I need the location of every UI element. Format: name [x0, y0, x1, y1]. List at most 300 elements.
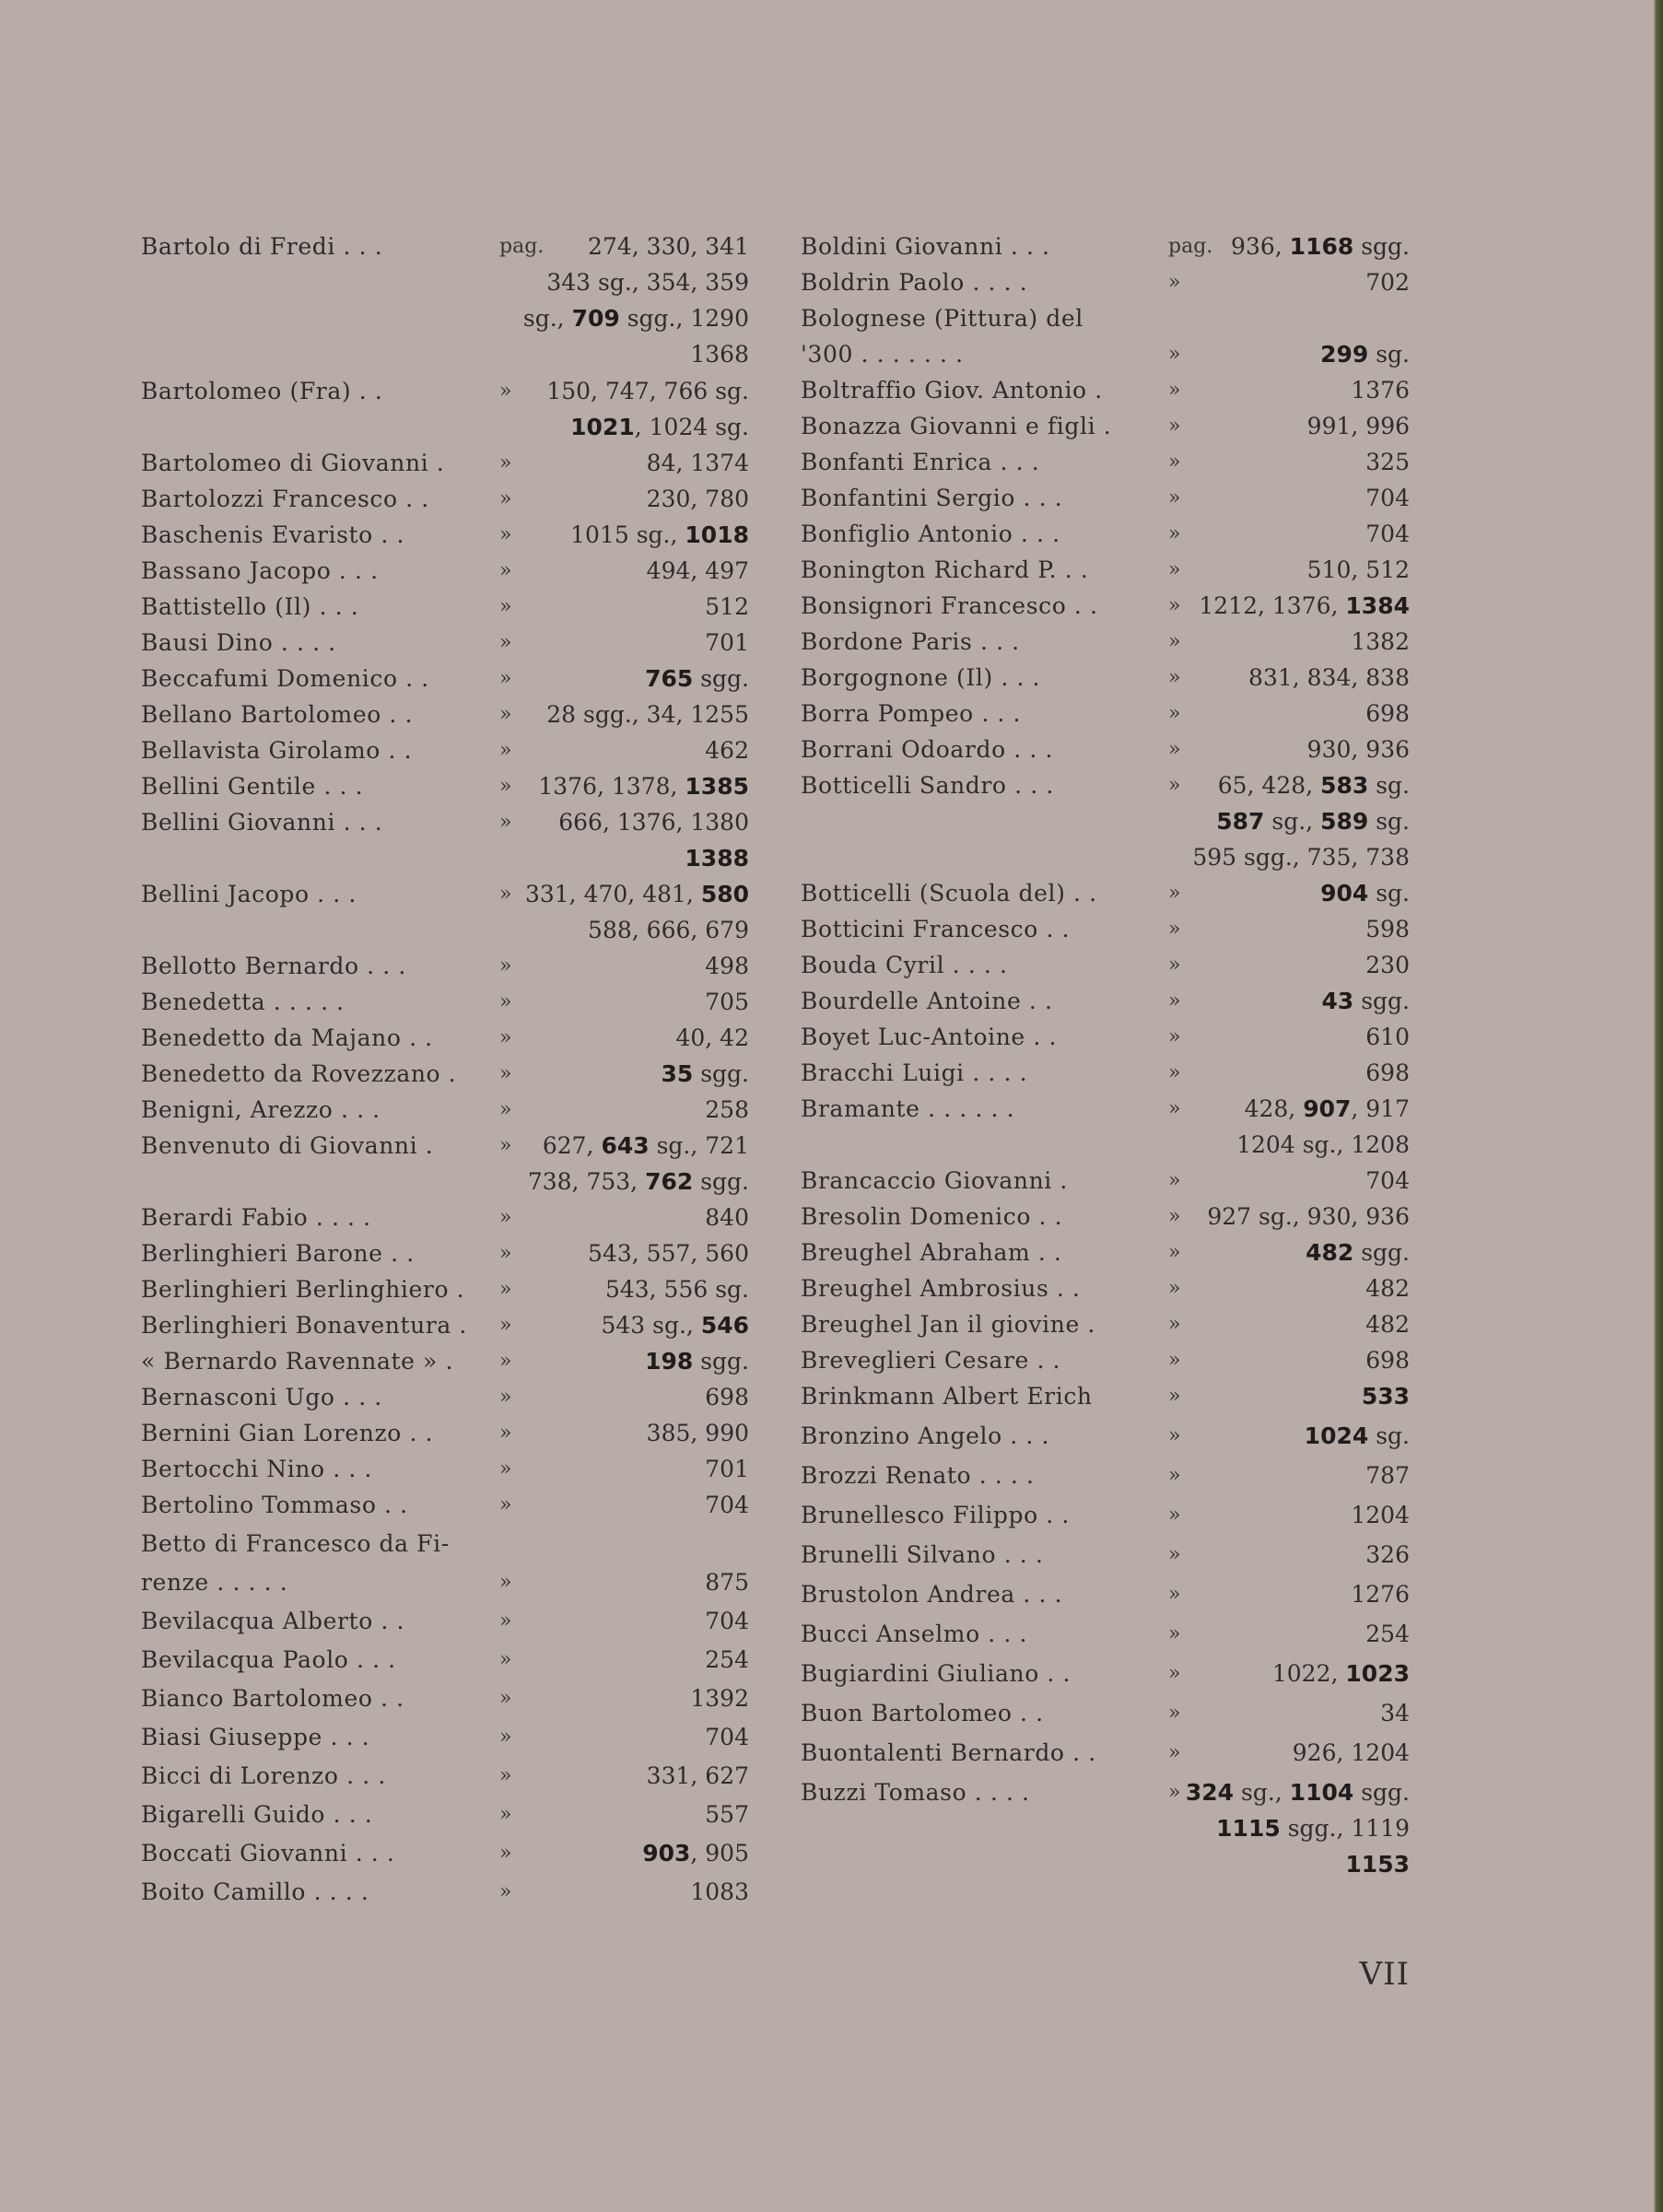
entry-reference-mark: »	[1168, 1781, 1181, 1804]
index-entry	[141, 1235, 749, 1272]
entry-name: Bartolozzi Francesco . .	[141, 486, 429, 512]
page-line	[1362, 1378, 1410, 1414]
page-line	[705, 589, 749, 625]
page-line	[1351, 624, 1410, 660]
entry-name: Breughel Abraham . .	[801, 1239, 1062, 1266]
page-line	[1186, 1846, 1410, 1882]
entry-reference-mark: »	[499, 739, 512, 762]
entry-page-numbers	[645, 661, 749, 696]
page-reference: 738, 753,	[527, 1168, 646, 1195]
index-entry	[141, 876, 749, 943]
main-page-reference: 904	[1320, 880, 1369, 907]
entry-name: Bausi Dino . . . .	[141, 629, 336, 656]
entry-reference-mark: »	[1168, 666, 1181, 689]
page-reference: sg.,	[1234, 1779, 1290, 1806]
page-line	[601, 1307, 749, 1343]
entry-name: Bicci di Lorenzo . . .	[141, 1762, 386, 1789]
page-reference: sgg.	[693, 1348, 749, 1375]
index-entry	[141, 661, 749, 697]
entry-name: Berardi Fabio . . . .	[141, 1204, 371, 1231]
page-line	[1365, 1457, 1410, 1493]
page-reference: 543 sg.,	[601, 1312, 701, 1339]
page-reference: 704	[705, 1724, 749, 1750]
page-line	[1192, 803, 1410, 839]
entry-reference-mark: »	[1168, 1205, 1181, 1228]
entry-name: Borra Pompeo . . .	[801, 700, 1022, 727]
entry-name: Bolognese (Pittura) del	[801, 305, 1083, 332]
entry-page-numbers	[705, 589, 749, 625]
page-reference: 543, 556 sg.	[604, 1276, 749, 1303]
page-reference: 627,	[542, 1132, 602, 1159]
page-reference: sg., 721	[649, 1132, 749, 1159]
entry-page-numbers	[558, 804, 749, 876]
entry-reference-mark: »	[1168, 522, 1181, 545]
index-entry	[141, 1200, 749, 1236]
index-entry	[801, 1199, 1410, 1235]
page-line	[1199, 588, 1410, 624]
main-page-reference: 762	[645, 1168, 694, 1195]
entry-reference-mark: »	[499, 1278, 512, 1301]
page-reference: 702	[1365, 269, 1410, 296]
entry-name: Berlinghieri Barone . .	[141, 1240, 415, 1267]
index-entry	[801, 1418, 1410, 1455]
entry-reference-mark: »	[499, 1314, 512, 1337]
index-entry	[801, 1497, 1410, 1534]
index-entry	[141, 804, 749, 872]
index-entry	[801, 1457, 1410, 1494]
page-reference: 1376, 1378,	[538, 773, 685, 800]
entry-reference-mark: »	[1168, 1504, 1181, 1527]
page-line	[588, 1235, 749, 1271]
entry-page-numbers	[642, 1835, 749, 1871]
entry-reference-mark: »	[499, 1764, 512, 1787]
entry-page-numbers	[1351, 1497, 1410, 1533]
page-reference: 428,	[1244, 1095, 1304, 1122]
entry-name: Brancaccio Giovanni .	[801, 1167, 1068, 1194]
entry-reference-mark: »	[1168, 1313, 1181, 1336]
page-reference: sg.	[1368, 880, 1410, 907]
index-entry	[801, 300, 1410, 337]
entry-page-numbers	[1365, 444, 1410, 480]
entry-reference-mark: »	[499, 1422, 512, 1445]
entry-reference-mark: »	[1168, 1241, 1181, 1264]
page-reference: 150, 747, 766 sg.	[546, 378, 749, 404]
page-line	[1365, 1306, 1410, 1342]
entry-page-numbers	[546, 373, 749, 445]
index-entry	[141, 1719, 749, 1756]
index-entry	[141, 1379, 749, 1416]
page-line	[705, 1642, 749, 1678]
entry-name: Brozzi Renato . . . .	[801, 1462, 1035, 1489]
entry-page-numbers	[1365, 1270, 1410, 1306]
page-reference: 704	[705, 1492, 749, 1518]
entry-reference-mark: »	[499, 1134, 512, 1157]
entry-page-numbers	[525, 876, 749, 948]
page-line	[523, 336, 749, 372]
entry-name: Bellano Bartolomeo . .	[141, 701, 414, 728]
page-reference: sgg.	[693, 665, 749, 692]
page-reference: sg.	[1368, 341, 1410, 368]
page-reference: 701	[705, 1456, 749, 1482]
page-reference: 1276	[1351, 1581, 1410, 1608]
page-reference: 698	[1365, 700, 1410, 727]
entry-page-numbers	[645, 1343, 749, 1379]
entry-reference-mark: »	[1168, 702, 1181, 725]
index-entry	[141, 625, 749, 661]
page-reference: 326	[1365, 1541, 1410, 1568]
entry-name: Bugiardini Giuliano . .	[801, 1660, 1072, 1687]
page-line	[690, 1680, 749, 1716]
entry-reference-mark: »	[1168, 918, 1181, 941]
main-page-reference: 580	[700, 881, 749, 907]
entry-page-numbers	[1192, 767, 1410, 875]
index-entry	[801, 1270, 1410, 1307]
entry-name: Bucci Anselmo . . .	[801, 1621, 1028, 1647]
entry-name: Boldini Giovanni . . .	[801, 233, 1050, 260]
index-entry	[141, 1271, 749, 1308]
entry-reference-mark: »	[1168, 594, 1181, 617]
page-reference: 1083	[690, 1878, 749, 1905]
page-reference: sgg.	[693, 1060, 749, 1087]
main-page-reference: 324	[1185, 1779, 1235, 1806]
entry-reference-mark: »	[499, 451, 512, 474]
page-reference: 385, 990	[646, 1420, 749, 1446]
page-reference: 610	[1365, 1024, 1410, 1050]
index-entry	[141, 732, 749, 769]
main-page-reference: 1024	[1304, 1422, 1369, 1449]
page-reference: 1376	[1351, 377, 1410, 404]
entry-reference-mark: »	[1168, 954, 1181, 977]
page-line	[1307, 408, 1410, 444]
page-reference: 1204 sg., 1208	[1236, 1131, 1410, 1158]
page-reference: 588, 666, 679	[588, 917, 749, 943]
page-reference: 28 sgg., 34, 1255	[546, 701, 749, 728]
entry-page-numbers	[1365, 1457, 1410, 1493]
page-reference: 258	[705, 1096, 749, 1123]
entry-name: Brunelli Silvano . . .	[801, 1541, 1044, 1568]
page-line	[705, 984, 749, 1020]
page-line	[1307, 552, 1410, 588]
page-reference: 331, 470, 481,	[524, 881, 701, 907]
entry-page-numbers	[705, 1092, 749, 1128]
entry-page-numbers	[690, 1874, 749, 1910]
main-page-reference: 643	[601, 1132, 650, 1159]
entry-page-numbers	[1272, 1656, 1410, 1691]
index-entry	[801, 1695, 1410, 1732]
page-line	[705, 1603, 749, 1639]
page-reference: 704	[1365, 1167, 1410, 1194]
page-line	[1365, 264, 1410, 300]
page-line	[1365, 1270, 1410, 1306]
index-entry	[141, 1680, 749, 1717]
entry-name: Bonfiglio Antonio . . .	[801, 521, 1060, 547]
entry-reference-mark: »	[499, 703, 512, 726]
entry-name: Bellotto Bernardo . . .	[141, 953, 406, 979]
entry-name: Benigni, Arezzo . . .	[141, 1096, 381, 1123]
index-entry	[141, 1307, 749, 1344]
page-reference: sgg.	[693, 1168, 749, 1195]
page-line	[1365, 1537, 1410, 1573]
entry-reference-mark: »	[499, 1493, 512, 1516]
entry-page-numbers	[705, 625, 749, 661]
page-line	[1351, 372, 1410, 408]
entry-name: Betto di Francesco da Fi-	[141, 1530, 450, 1557]
index-entry	[141, 1020, 749, 1057]
entry-page-numbers	[705, 1379, 749, 1415]
page-line	[705, 732, 749, 768]
page-line	[705, 1797, 749, 1832]
page-line	[528, 1164, 749, 1200]
page-line	[1186, 1774, 1410, 1810]
page-reference: , 917	[1351, 1095, 1410, 1122]
entry-page-numbers	[1199, 588, 1410, 624]
main-page-reference: 587	[1216, 808, 1265, 835]
page-reference: sg.,	[1264, 808, 1321, 835]
page-reference: 557	[705, 1801, 749, 1828]
main-page-reference: 903	[642, 1840, 691, 1867]
entry-reference-mark: »	[1168, 1169, 1181, 1192]
entry-page-numbers	[1320, 875, 1410, 911]
index-entry	[141, 1758, 749, 1795]
main-page-reference: 583	[1320, 772, 1369, 799]
entry-page-numbers	[1248, 660, 1410, 696]
entry-reference-mark: »	[1168, 1702, 1181, 1725]
entry-page-numbers	[1293, 1735, 1410, 1771]
index-entry	[801, 1019, 1410, 1056]
page-line	[661, 1056, 749, 1092]
entry-page-numbers	[1365, 1537, 1410, 1573]
page-line	[705, 625, 749, 661]
index-entry	[801, 947, 1410, 984]
entry-reference-mark: »	[499, 811, 512, 834]
entry-name: Boyet Luc-Antoine . .	[801, 1024, 1058, 1050]
index-entry	[801, 696, 1410, 732]
entry-reference-mark: »	[1168, 882, 1181, 905]
entry-reference-mark: »	[1168, 1025, 1181, 1048]
page-reference: sg.	[1368, 772, 1410, 799]
entry-page-numbers	[705, 948, 749, 984]
page-reference: 704	[1365, 485, 1410, 511]
entry-name: Bordone Paris . . .	[801, 628, 1020, 655]
entry-name: Bellini Giovanni . . .	[141, 809, 383, 836]
page-line	[1307, 731, 1410, 767]
page-line	[523, 264, 749, 300]
entry-reference-mark: »	[1168, 1583, 1181, 1606]
index-entry	[801, 731, 1410, 768]
entry-reference-mark: »	[499, 1842, 512, 1865]
entry-reference-mark: »	[499, 523, 512, 546]
index-entry	[141, 589, 749, 626]
entry-page-numbers	[705, 1451, 749, 1487]
entry-name: renze . . . . .	[141, 1569, 288, 1596]
entry-page-numbers	[570, 517, 749, 553]
entry-name: Bigarelli Guido . . .	[141, 1801, 373, 1828]
entry-page-numbers	[705, 1642, 749, 1678]
entry-name: Breughel Jan il giovine .	[801, 1311, 1095, 1338]
page-line	[1365, 1342, 1410, 1378]
page-line	[1351, 1576, 1410, 1612]
page-reference: sgg.	[1353, 1239, 1410, 1266]
entry-name: Buon Bartolomeo . .	[801, 1700, 1044, 1726]
index-entry	[801, 372, 1410, 409]
page-reference: 704	[1365, 521, 1410, 547]
entry-page-numbers	[705, 1719, 749, 1755]
entry-reference-mark: »	[499, 1687, 512, 1710]
index-entry	[141, 373, 749, 440]
entry-name: Boltraffio Giov. Antonio .	[801, 377, 1103, 404]
index-entry	[801, 1735, 1410, 1772]
main-page-reference: 546	[700, 1312, 749, 1339]
page-reference: 930, 936	[1306, 736, 1410, 763]
main-page-reference: 709	[571, 305, 620, 332]
page-line	[523, 228, 749, 264]
entry-page-numbers	[1362, 1378, 1410, 1414]
entry-name: Boccati Giovanni . . .	[141, 1840, 395, 1867]
entry-page-numbers	[675, 1020, 749, 1056]
page-reference: 254	[1365, 1621, 1410, 1647]
entry-page-numbers	[705, 1200, 749, 1235]
index-entry	[141, 768, 749, 805]
page-reference: 840	[705, 1204, 749, 1231]
entry-name: Bevilacqua Paolo . . .	[141, 1646, 396, 1673]
entry-reference-mark: »	[1168, 1662, 1181, 1685]
page-line	[1351, 1497, 1410, 1533]
page-line	[558, 804, 749, 840]
page-reference: 705	[705, 989, 749, 1015]
page-line	[705, 1564, 749, 1600]
page-number: VII	[1359, 1956, 1410, 1993]
index-entry	[801, 911, 1410, 948]
page-reference: sgg.	[1353, 1779, 1410, 1806]
index-entry	[801, 1656, 1410, 1692]
entry-reference-mark: »	[1168, 379, 1181, 402]
index-entry	[801, 1091, 1410, 1158]
entry-page-numbers	[588, 1235, 749, 1271]
entry-reference-mark: »	[499, 1386, 512, 1409]
index-entry	[801, 624, 1410, 661]
index-entry	[141, 553, 749, 590]
entry-reference-mark: »	[499, 1609, 512, 1633]
entry-name: Bartolomeo (Fra) . .	[141, 378, 383, 404]
entry-page-numbers	[705, 1797, 749, 1832]
entry-reference-mark: »	[1168, 451, 1181, 474]
entry-reference-mark: »	[1168, 774, 1181, 797]
entry-name: Biasi Giuseppe . . .	[141, 1724, 370, 1750]
main-page-reference: 1385	[685, 773, 749, 800]
page-line	[570, 517, 749, 553]
entry-reference-mark: pag.	[1168, 235, 1213, 258]
page-line	[1365, 1616, 1410, 1652]
page-reference: 704	[705, 1608, 749, 1634]
entry-name: Benedetta . . . . .	[141, 989, 345, 1015]
index-entry	[141, 1874, 749, 1911]
index-entry	[141, 1526, 749, 1562]
index-entry	[141, 1343, 749, 1380]
entry-reference-mark: »	[499, 631, 512, 654]
entry-reference-mark: »	[499, 1880, 512, 1903]
page-line	[1365, 911, 1410, 947]
page-line	[647, 1758, 749, 1794]
main-page-reference: 1168	[1289, 233, 1354, 260]
entry-page-numbers	[1305, 1418, 1410, 1454]
entry-name: Brunellesco Filippo . .	[801, 1502, 1070, 1528]
index-entry	[141, 696, 749, 733]
page-reference: 34	[1380, 1700, 1410, 1726]
page-line	[1231, 228, 1410, 264]
entry-reference-mark: »	[1168, 558, 1181, 581]
page-line	[1293, 1735, 1410, 1771]
main-page-reference: 299	[1320, 341, 1369, 368]
page-line	[1365, 480, 1410, 516]
page-line	[1365, 696, 1410, 731]
entry-name: '300 . . . . . . .	[801, 341, 964, 368]
page-line	[647, 445, 749, 481]
page-reference: 698	[705, 1384, 749, 1410]
index-entry	[801, 875, 1410, 912]
entry-reference-mark: »	[1168, 1277, 1181, 1300]
page-line	[1272, 1656, 1410, 1691]
page-reference: 698	[1365, 1059, 1410, 1086]
page-reference: 512	[705, 593, 749, 620]
page-reference: sg.	[1368, 808, 1410, 835]
entry-page-numbers	[1365, 264, 1410, 300]
page-line	[1365, 1163, 1410, 1199]
entry-name: Berlinghieri Berlinghiero .	[141, 1276, 465, 1303]
page-line	[690, 1874, 749, 1910]
main-page-reference: 482	[1306, 1239, 1354, 1266]
entry-reference-mark: »	[499, 1206, 512, 1229]
entry-name: Battistello (Il) . . .	[141, 593, 359, 620]
page-reference: 84, 1374	[646, 450, 749, 476]
entry-name: Bellavista Girolamo . .	[141, 737, 413, 764]
page-reference: sgg., 1290	[619, 305, 749, 332]
index-entry	[801, 444, 1410, 481]
entry-page-numbers	[1365, 516, 1410, 552]
entry-name: Bonfantini Sergio . . .	[801, 485, 1063, 511]
index-entry	[801, 228, 1410, 265]
page-reference: sg.,	[522, 305, 572, 332]
entry-name: Bernasconi Ugo . . .	[141, 1384, 382, 1410]
page-reference: 1015 sg.,	[570, 521, 685, 548]
page-reference: 543, 557, 560	[588, 1240, 749, 1267]
index-entry	[141, 517, 749, 554]
entry-page-numbers	[1207, 1199, 1410, 1235]
page-line	[1192, 767, 1410, 803]
entry-name: Borrani Odoardo . . .	[801, 736, 1054, 763]
page-reference: 927 sg., 930, 936	[1207, 1203, 1410, 1230]
index-entry	[141, 1056, 749, 1093]
index-entry	[141, 1451, 749, 1488]
entry-reference-mark: »	[1168, 1741, 1181, 1764]
entry-reference-mark: »	[499, 1242, 512, 1265]
main-page-reference: 1023	[1345, 1660, 1410, 1687]
entry-page-numbers	[1365, 1306, 1410, 1342]
page-reference: 666, 1376, 1380	[558, 809, 749, 836]
entry-page-numbers	[647, 481, 749, 517]
entry-name: Bertocchi Nino . . .	[141, 1456, 372, 1482]
entry-reference-mark: »	[1168, 1464, 1181, 1487]
page-reference: 40, 42	[675, 1024, 749, 1051]
page-reference: 274, 330, 341	[588, 233, 749, 260]
page-line	[647, 553, 749, 589]
main-page-reference: 1388	[685, 845, 749, 872]
entry-name: Berlinghieri Bonaventura .	[141, 1312, 467, 1339]
entry-page-numbers	[705, 732, 749, 768]
entry-page-numbers	[647, 1758, 749, 1794]
page-line	[1320, 875, 1410, 911]
page-reference: sg.	[1368, 1422, 1410, 1449]
entry-reference-mark: »	[1168, 738, 1181, 761]
